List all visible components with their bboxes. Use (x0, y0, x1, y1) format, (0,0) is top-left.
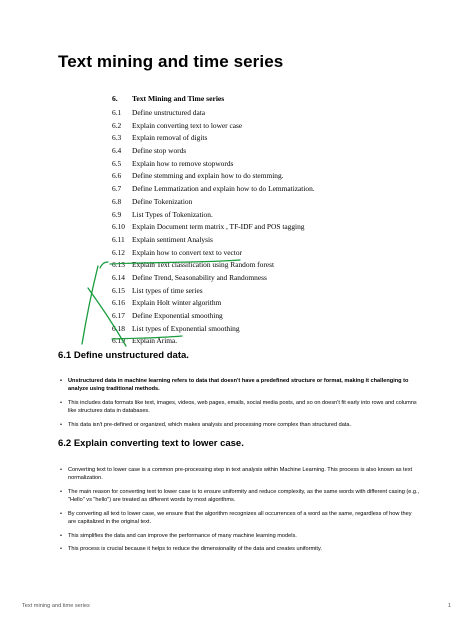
toc-item-text: Explain Text classification using Random forest (132, 260, 274, 270)
toc-item-number: 6.3 (112, 133, 122, 143)
bullet-item: • This includes data formats like text, images, videos, web pages, emails, social media posts, and so on doesn't fit early into rows and columns like structures data in databases. (60, 399, 420, 415)
toc-item (112, 209, 315, 222)
toc-item-number: 6.2 (112, 120, 122, 130)
toc-item-text: Define stop words (132, 146, 187, 156)
toc-item (112, 170, 315, 183)
toc-heading-text: Text Mining and Time series (132, 94, 225, 103)
toc-item-number: 6.17 (112, 311, 125, 320)
bullet-item: • By converting all text to lower case, we ensure that the algorithm recognizes all occurrences of a word as the same, regardless of how they are capitalized in the original text. (60, 510, 420, 526)
toc-item-number: 6.7 (112, 184, 122, 194)
bullet-item: • This simplifies the data and can improve the performance of many machine learning models. (60, 532, 420, 540)
toc-item (112, 234, 315, 247)
cross-mark-stroke-2 (82, 266, 98, 344)
toc-item-text: List types of time series (132, 285, 203, 295)
section2-bullet-list (60, 466, 420, 559)
toc-item-number: 6.11 (112, 234, 125, 244)
toc-item-number: 6.18 (112, 323, 125, 333)
toc-item-number: 6.12 (112, 247, 125, 257)
toc-item (112, 335, 315, 348)
toc-item-text: Define Exponential smoothing (132, 311, 223, 320)
toc-item (112, 310, 315, 323)
section-title-unstructured-data: 6.1 Define unstructured data. (58, 350, 189, 361)
toc-item-text: Explain how to convert text to vector (132, 247, 243, 257)
toc-item-number: 6.5 (112, 158, 122, 168)
toc-item (112, 272, 315, 285)
toc-item-number: 6.13 (112, 260, 125, 270)
toc-item (112, 323, 315, 336)
toc-item-text: Define unstructured data (132, 108, 206, 117)
toc-item-text: Explain sentiment Analysis (132, 234, 213, 244)
toc-item (112, 297, 315, 310)
toc-item-text: Explain converting text to lower case (132, 120, 243, 130)
toc-item (112, 132, 315, 145)
toc-heading-number: 6. (112, 94, 118, 103)
toc-item-number: 6.16 (112, 298, 125, 308)
toc-item-text: Explain how to remove stopwords (132, 158, 234, 168)
toc-item (112, 107, 315, 120)
tick-mark (100, 262, 108, 268)
toc-item (112, 145, 315, 158)
toc-item-text: Explain Document term matrix , TF-IDF and POS tagging (132, 222, 305, 232)
bullet-item: • Converting text to lower case is a common pre-processing step in text analysis within Machine Learning. This process is also known as text normalization. (60, 466, 420, 482)
toc-item-number: 6.19 (112, 336, 125, 346)
toc-item-number: 6.1 (112, 108, 122, 117)
toc-item-number: 6.8 (112, 196, 122, 206)
toc-item-number: 6.10 (112, 222, 125, 232)
toc-item (112, 221, 315, 234)
section-title-lower-case: 6.2 Explain converting text to lower case. (58, 438, 244, 449)
toc-item-text: List Types of Tokenization. (132, 209, 213, 219)
bullet-item: • This data isn't pre-defined or organized, which makes analysis and processing more complex than structured data. (60, 421, 420, 429)
toc-item-number: 6.9 (112, 209, 122, 219)
bullet-item: • Unstructured data in machine learning refers to data that doesn't have a predefined structure or format, making it challenging to analyze using traditional methods. (60, 377, 420, 393)
toc-item (112, 158, 315, 171)
toc-heading (112, 94, 224, 103)
toc-item-text: Explain Arima. (132, 336, 178, 346)
toc-item (112, 120, 315, 133)
toc-item-number: 6.15 (112, 285, 125, 295)
toc-item-number: 6.6 (112, 171, 122, 181)
bullet-item: • The main reason for converting text to lower case is to ensure uniformity and reduce complexity, as the same words with different casing (e.g., "Hello" vs "hello") are treated as different words by most algorithms. (60, 488, 420, 504)
page-title: Text mining and time series (58, 52, 284, 71)
footer-doc-title: Text mining and time series (22, 603, 90, 609)
toc-item-text: Define Tokenization (132, 196, 193, 206)
toc-item-number: 6.4 (112, 146, 122, 156)
toc-item (112, 183, 315, 196)
section1-bullet-list (60, 377, 420, 435)
toc-item-text: Define stemming and explain how to do stemming. (132, 171, 284, 181)
toc-item (112, 285, 315, 298)
toc-item (112, 196, 315, 209)
toc-item-text: Define Trend, Seasonability and Randomness (132, 272, 267, 282)
toc-item-text: Explain Holt winter algorithm (132, 298, 222, 308)
toc-item-number: 6.14 (112, 272, 125, 282)
toc-item-text: Explain removal of digits (132, 133, 208, 143)
bullet-item: • This process is crucial because it helps to reduce the dimensionality of the data and creates uniformity. (60, 545, 420, 553)
toc-list (112, 107, 315, 348)
toc-item (112, 259, 315, 272)
toc-item-text: List types of Exponential smoothing (132, 323, 240, 333)
footer-page-number: 1 (448, 603, 452, 609)
toc-item-text: Define Lemmatization and explain how to do Lemmatization. (132, 184, 315, 194)
toc-item (112, 247, 315, 260)
